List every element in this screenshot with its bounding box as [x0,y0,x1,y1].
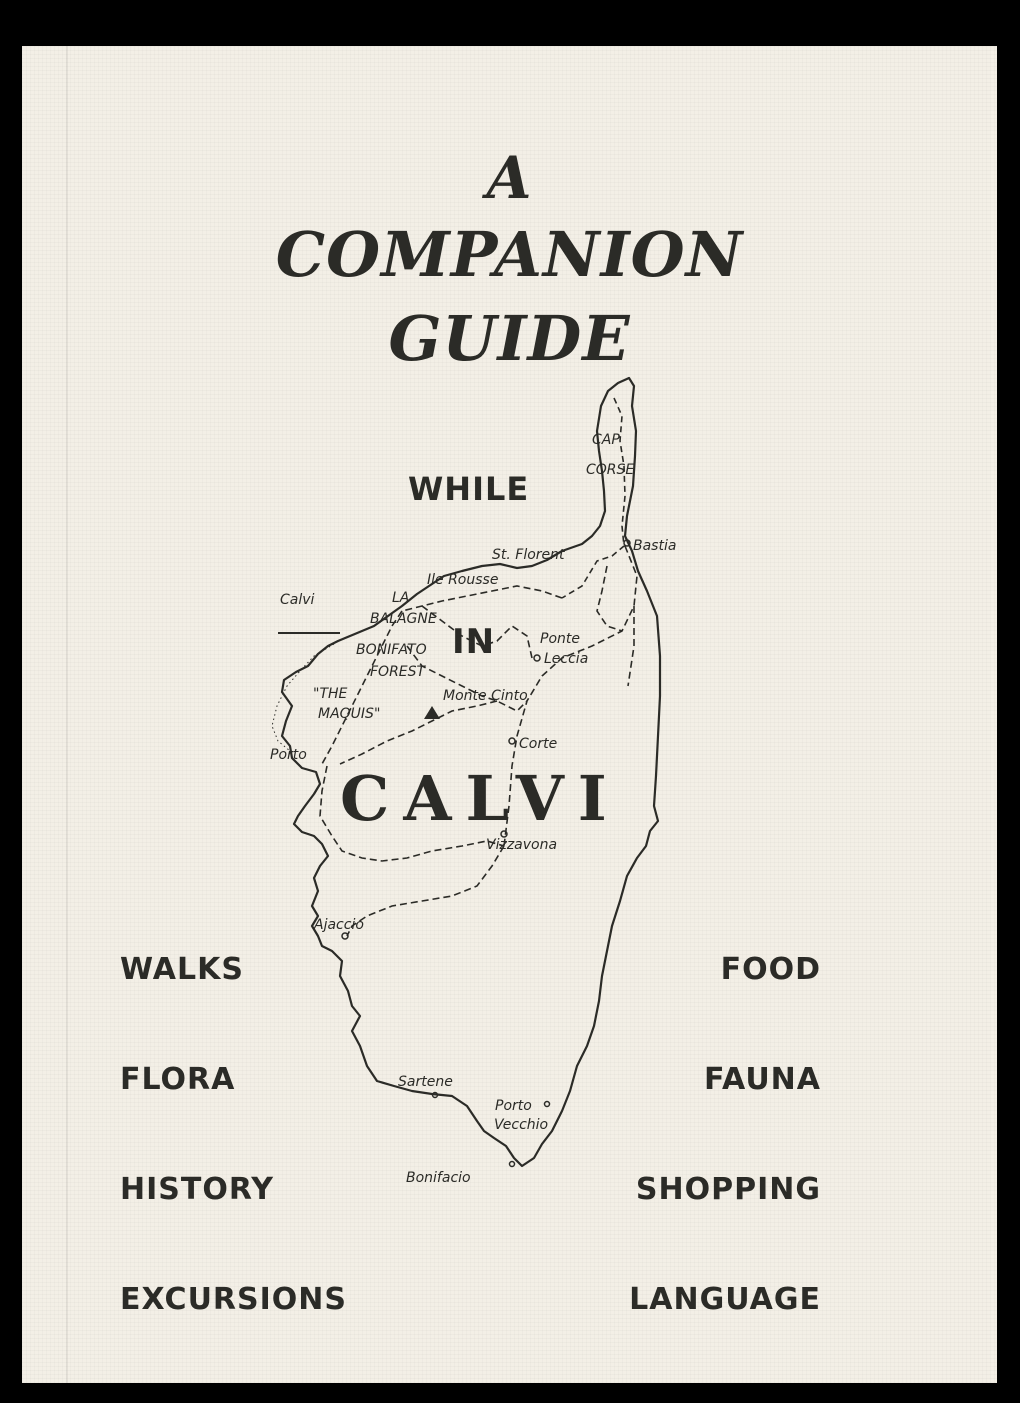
map-label-bonifacio: Bonifacio [406,1170,471,1186]
map-label-cap: CAP [592,432,620,448]
title-line-a: A [486,144,533,212]
map-label-leccia: Leccia [544,651,589,667]
ponte-leccia-dot [534,655,540,661]
map-label-ile-rousse: Ile Rousse [427,572,499,588]
title-line-companion: COMPANION [275,218,744,291]
book-cover [22,46,997,1383]
map-label-sartene: Sartene [398,1074,453,1090]
map-label-calvi: Calvi [280,592,315,608]
map-label-porto: Porto [270,747,307,763]
mountain-icon [424,706,440,719]
topic-fauna: FAUNA [703,1062,821,1097]
topic-shopping: SHOPPING [635,1172,821,1207]
topic-excursions: EXCURSIONS [120,1282,348,1317]
topic-flora: FLORA [120,1062,236,1097]
porto-vecchio-dot [545,1102,550,1107]
map-label-ponte: Ponte [540,631,580,647]
topic-language: LANGUAGE [629,1282,821,1317]
map-label-the: "THE [313,686,348,702]
corte-dot [509,738,515,744]
map-label-vizzavona: Vizzavona [486,837,558,853]
map-label-st-florent: St. Florent [492,547,565,563]
map-label-la: LA [392,590,410,606]
topic-walks: WALKS [120,952,244,987]
map-label-balagne: BALAGNE [370,611,437,627]
title-line-guide: GUIDE [388,302,631,375]
map-label-monte-cinto: Monte Cinto [443,688,528,704]
bonifacio-dot [510,1162,515,1167]
topic-history: HISTORY [120,1172,275,1207]
map-label-porto-vecchio-1: Porto [495,1098,532,1114]
map-label-maquis: MAQUIS" [318,706,381,722]
map-label-bonifato: BONIFATO [356,642,427,658]
map-label-porto-vecchio-2: Vecchio [494,1117,549,1133]
place-name-calvi: CALVI [340,762,621,835]
map-label-corte: Corte [519,736,558,752]
map-label-bastia: Bastia [633,538,677,554]
topic-food: FOOD [720,952,821,987]
subtitle-while: WHILE [408,470,530,508]
map-label-corse: CORSE [586,462,635,478]
map-label-ajaccio: Ajaccio [314,917,364,933]
map-label-forest: FOREST [370,664,426,680]
subtitle-in: IN [452,622,496,662]
